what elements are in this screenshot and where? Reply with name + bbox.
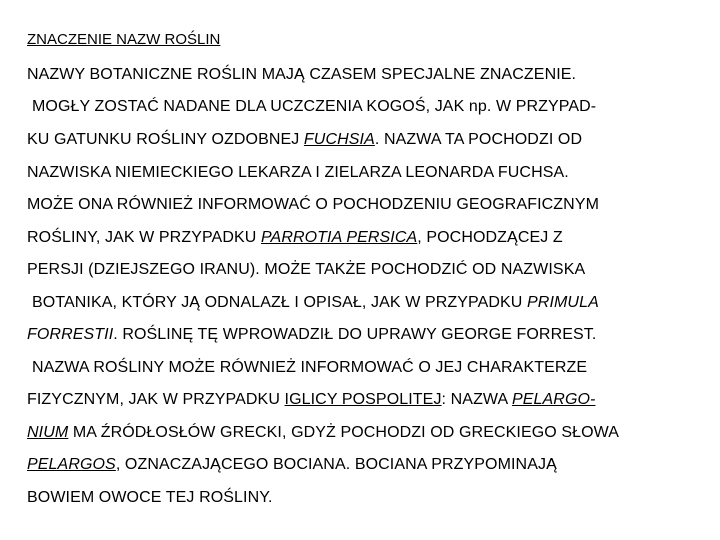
text-segment: . NAZWA TA POCHODZI OD — [374, 131, 583, 148]
plant-name-pelargonium-part2: NIUM — [27, 424, 69, 441]
text-line — [27, 489, 273, 507]
document-title: ZNACZENIE NAZW ROŚLIN — [27, 31, 221, 48]
text-segment: MA ŹRÓDŁOSŁÓW GRECKI, GDYŻ POCHODZI OD GRECKIEGO SŁOWA — [68, 424, 620, 441]
text-line — [27, 326, 596, 344]
text-segment: BOWIEM OWOCE TEJ ROŚLINY. — [27, 489, 273, 506]
plant-name-parrotia-persica: PARROTIA PERSICA — [260, 229, 418, 246]
text-segment: MOŻE ONA RÓWNIEŻ INFORMOWAĆ O POCHODZENIU GEOGRAFICZNYM — [27, 196, 600, 213]
text-segment: NAZWISKA NIEMIECKIEGO LEKARZA I ZIELARZA LEONARDA FUCHSA. — [27, 164, 569, 181]
plant-name-primula: PRIMULA — [527, 294, 599, 311]
text-segment: , OZNACZAJĄCEGO BOCIANA. BOCIANA PRZYPOMINAJĄ — [115, 456, 557, 473]
text-line — [32, 359, 587, 377]
text-segment: : NAZWA — [441, 391, 512, 408]
text-segment: MOGŁY ZOSTAĆ NADANE DLA UCZCZENIA KOGOŚ, JAK np. W PRZYPAD- — [32, 98, 597, 115]
text-segment: , POCHODZĄCEJ Z — [417, 229, 563, 246]
plant-name-pelargonium-part1: PELARGO- — [511, 391, 596, 408]
text-segment: FIZYCZNYM, JAK W PRZYPADKU — [27, 391, 285, 408]
text-line — [27, 424, 619, 442]
text-line — [32, 294, 599, 312]
text-segment: NAZWA ROŚLINY MOŻE RÓWNIEŻ INFORMOWAĆ O JEJ CHARAKTERZE — [32, 359, 588, 376]
text-line — [27, 391, 595, 409]
text-line — [27, 261, 585, 279]
text-line — [27, 196, 599, 214]
plant-name-fuchsia: FUCHSIA — [303, 131, 375, 148]
text-segment: BOTANIKA, KTÓRY JĄ ODNALAZŁ I OPISAŁ, JAK W PRZYPADKU — [32, 294, 528, 311]
text-segment: ROŚLINY, JAK W PRZYPADKU — [27, 229, 261, 246]
text-line — [27, 131, 582, 149]
text-line — [27, 66, 576, 84]
plant-name-iglica-pospolita: IGLICY POSPOLITEJ — [284, 391, 442, 408]
text-line — [27, 456, 557, 474]
text-line — [32, 98, 596, 116]
text-line — [27, 229, 563, 247]
text-segment: . ROŚLINĘ TĘ WPROWADZIŁ DO UPRAWY GEORGE FORREST. — [113, 326, 597, 343]
plant-name-forrestii: FORRESTII — [27, 326, 114, 343]
text-segment: NAZWY BOTANICZNE ROŚLIN MAJĄ CZASEM SPECJALNE ZNACZENIE. — [27, 66, 577, 83]
text-segment: KU GATUNKU ROŚLINY OZDOBNEJ — [27, 131, 304, 148]
greek-word-pelargos: PELARGOS — [27, 456, 116, 473]
text-line — [27, 164, 569, 182]
text-segment: PERSJI (DZIEJSZEGO IRANU). MOŻE TAKŻE POCHODZIĆ OD NAZWISKA — [27, 261, 586, 278]
